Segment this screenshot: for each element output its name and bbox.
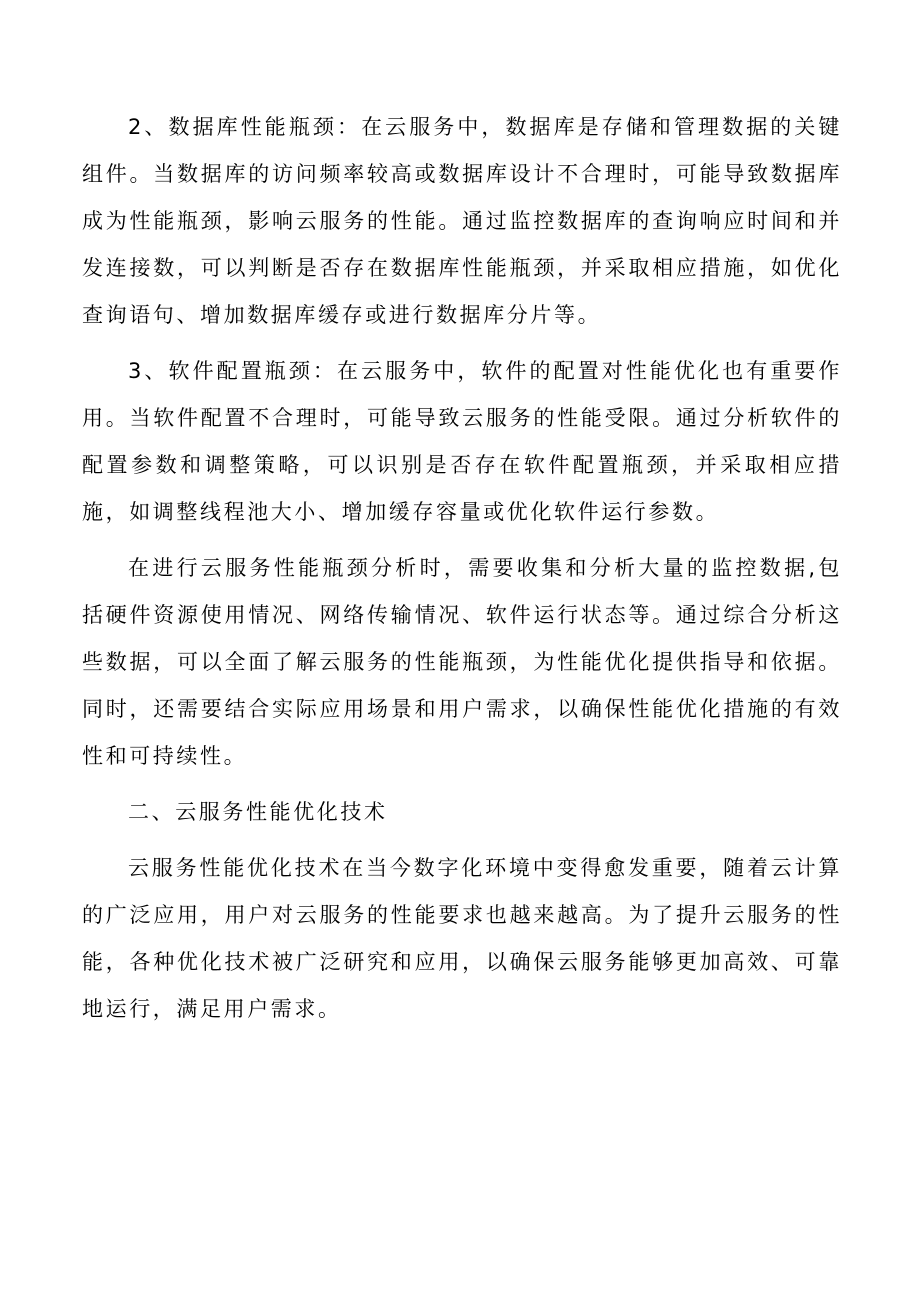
paragraph-database-bottleneck: 2、数据库性能瓶颈：在云服务中，数据库是存储和管理数据的关键组件。当数据库的访问频率较高或数据库设计不合理时，可能导致数据库成为性能瓶颈，影响云服务的性能。通过监控数据库的查询响应时间和并发连接数，可以判断是否存在数据库性能瓶颈，并采取相应措施，如优化查询语句、增加数据库缓存或进行数据库分片等。: [82, 115, 842, 327]
paragraph-optimization-intro: 云服务性能优化技术在当今数字化环境中变得愈发重要，随着云计算的广泛应用，用户对云服务的性能要求也越来越高。为了提升云服务的性能，各种优化技术被广泛研究和应用，以确保云服务能够更加高效、可靠地运行，满足用户需求。: [82, 856, 842, 1021]
paragraph-bottleneck-analysis: 在进行云服务性能瓶颈分析时，需要收集和分析大量的监控数据,包括硬件资源使用情况、网络传输情况、软件运行状态等。通过综合分析这些数据，可以全面了解云服务的性能瓶颈，为性能优化提供指导和依据。同时，还需要结合实际应用场景和用户需求，以确保性能优化措施的有效性和可持续性。: [82, 556, 842, 768]
document-body: [82, 104, 842, 1042]
paragraph-software-config-bottleneck: 3、软件配置瓶颈：在云服务中，软件的配置对性能优化也有重要作用。当软件配置不合理时，可能导致云服务的性能受限。通过分析软件的配置参数和调整策略，可以识别是否存在软件配置瓶颈，并采取相应措施，如调整线程池大小、增加缓存容量或优化软件运行参数。: [82, 359, 842, 524]
section-heading-optimization: 二、云服务性能优化技术: [128, 800, 388, 824]
